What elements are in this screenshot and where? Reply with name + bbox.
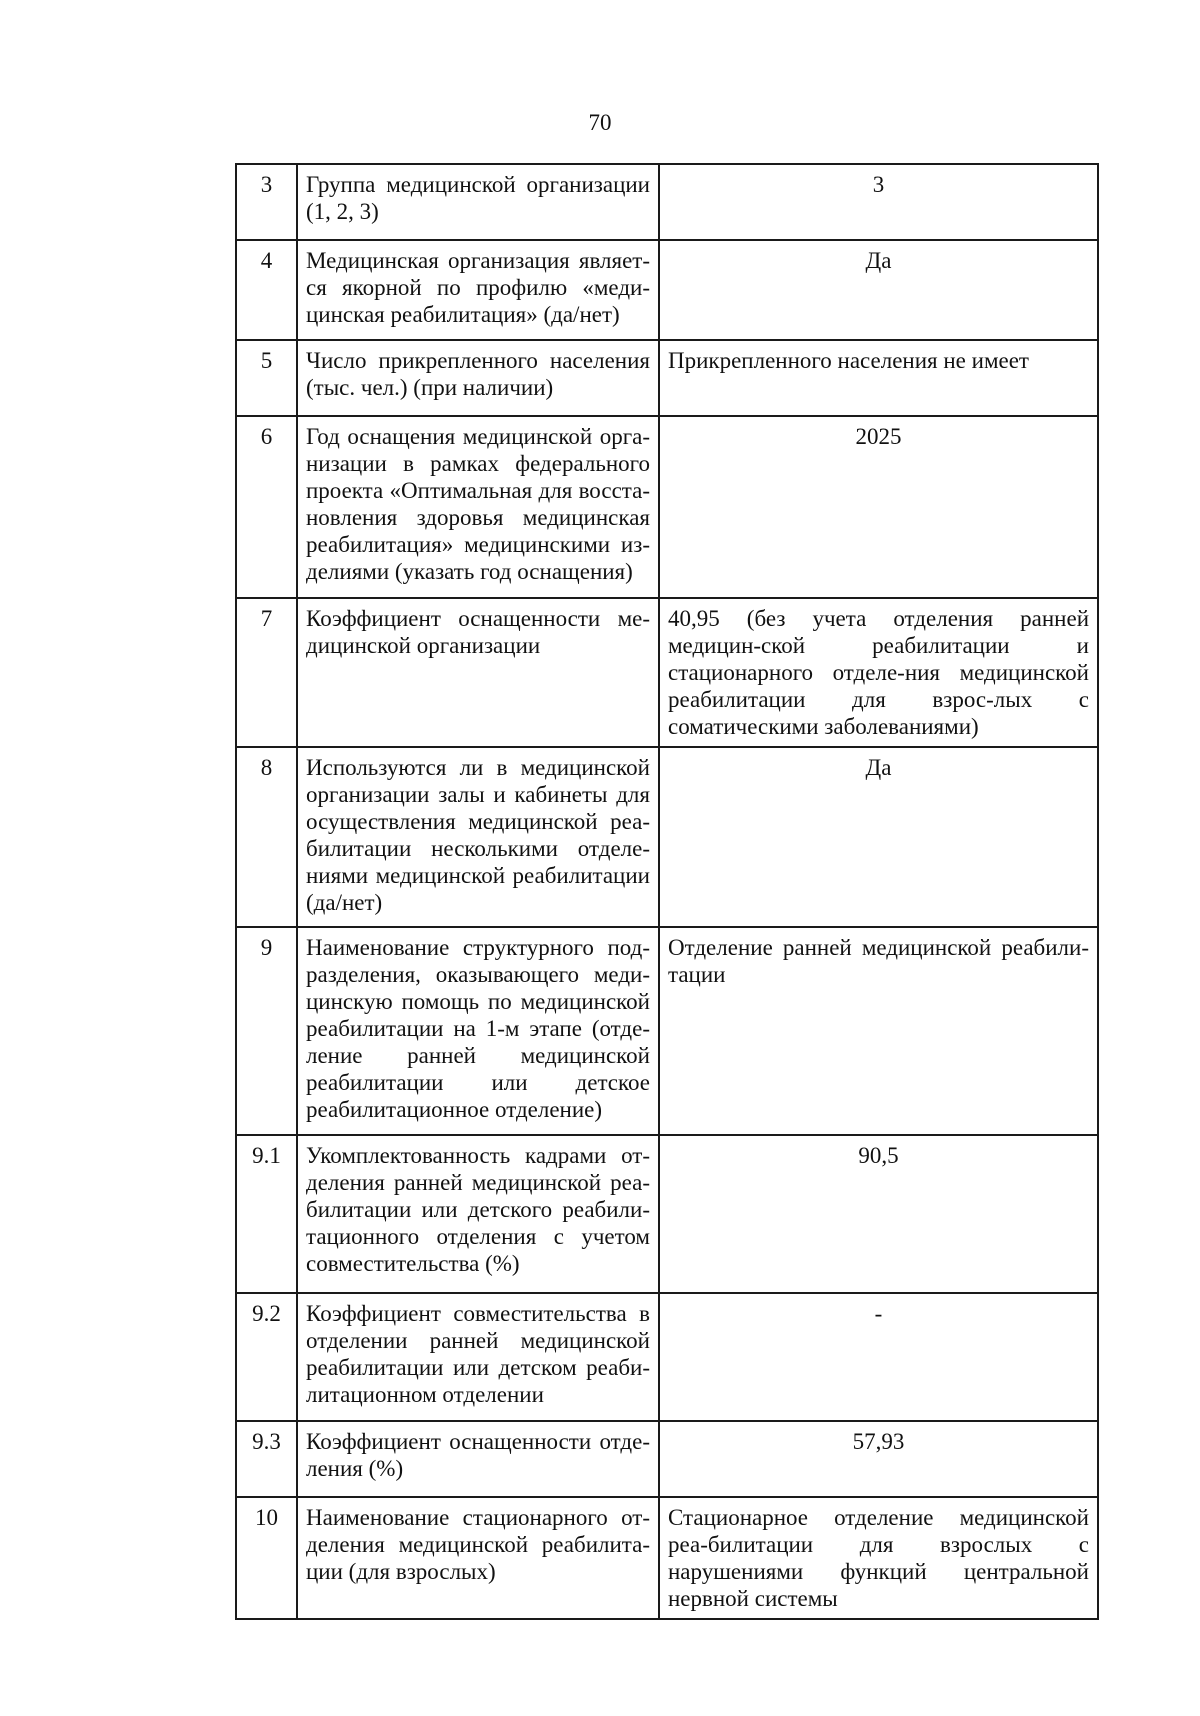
table-row: [236, 747, 1098, 927]
parameter-value: 2025: [659, 416, 1098, 598]
row-number: 7: [236, 598, 297, 747]
table-row: [236, 1497, 1098, 1619]
row-number: 4: [236, 240, 297, 340]
row-number: 3: [236, 164, 297, 240]
parameter-value: Стационарное отделение медицинской реа-билитации для взрослых с нарушениями функций центральной нервной системы: [659, 1497, 1098, 1619]
parameter-name: Коэффициент оснащенности ме-дицинской организации: [297, 598, 659, 747]
parameter-name: Коэффициент оснащенности отде-ления (%): [297, 1421, 659, 1497]
parameter-name: Медицинская организация являет-ся якорной по профилю «меди-цинская реабилитация» (да/нет): [297, 240, 659, 340]
row-number: 10: [236, 1497, 297, 1619]
table-row: [236, 927, 1098, 1135]
parameter-name: Укомплектованность кадрами от-деления ранней медицинской реа-билитации или детского реабили-тационного отделения с учетом совместительства (%): [297, 1135, 659, 1293]
row-number: 5: [236, 340, 297, 416]
parameter-value: Да: [659, 240, 1098, 340]
table-row: [236, 1135, 1098, 1293]
table-row: [236, 240, 1098, 340]
table-row: [236, 164, 1098, 240]
parameter-value: 40,95 (без учета отделения ранней медицин-ской реабилитации и стационарного отделе-ния медицинской реабилитации для взрос-лых с соматическими заболеваниями): [659, 598, 1098, 747]
parameter-name: Наименование структурного под-разделения, оказывающего меди-цинскую помощь по медицинской реабилитации на 1-м этапе (отде-ление ранней медицинской реабилитации или детское реабилитационное отделение): [297, 927, 659, 1135]
table-row: [236, 1293, 1098, 1421]
row-number: 9: [236, 927, 297, 1135]
row-number: 9.3: [236, 1421, 297, 1497]
parameter-value: Прикрепленного населения не имеет: [659, 340, 1098, 416]
table-row: [236, 340, 1098, 416]
table-row: [236, 1421, 1098, 1497]
table-row: [236, 598, 1098, 747]
parameter-name: Используются ли в медицинской организации залы и кабинеты для осуществления медицинской реа-билитации несколькими отделе-ниями медицинской реабилитации (да/нет): [297, 747, 659, 927]
parameter-value: -: [659, 1293, 1098, 1421]
parameter-name: Год оснащения медицинской орга-низации в рамках федерального проекта «Оптимальная для восста-новления здоровья медицинская реабилитация» медицинскими из-делиями (указать год оснащения): [297, 416, 659, 598]
parameter-name: Наименование стационарного от-деления медицинской реабилита-ции (для взрослых): [297, 1497, 659, 1619]
parameter-value: Отделение ранней медицинской реабили-тации: [659, 927, 1098, 1135]
parameter-value: 3: [659, 164, 1098, 240]
row-number: 9.2: [236, 1293, 297, 1421]
row-number: 6: [236, 416, 297, 598]
table-row: [236, 416, 1098, 598]
row-number: 9.1: [236, 1135, 297, 1293]
page-number: 70: [588, 110, 612, 135]
parameter-name: Число прикрепленного населения (тыс. чел.) (при наличии): [297, 340, 659, 416]
data-table: [235, 163, 1099, 1620]
parameter-value: 90,5: [659, 1135, 1098, 1293]
parameter-name: Коэффициент совместительства в отделении ранней медицинской реабилитации или детском реаби-литационном отделении: [297, 1293, 659, 1421]
parameter-name: Группа медицинской организации (1, 2, 3): [297, 164, 659, 240]
parameter-value: Да: [659, 747, 1098, 927]
parameter-value: 57,93: [659, 1421, 1098, 1497]
row-number: 8: [236, 747, 297, 927]
